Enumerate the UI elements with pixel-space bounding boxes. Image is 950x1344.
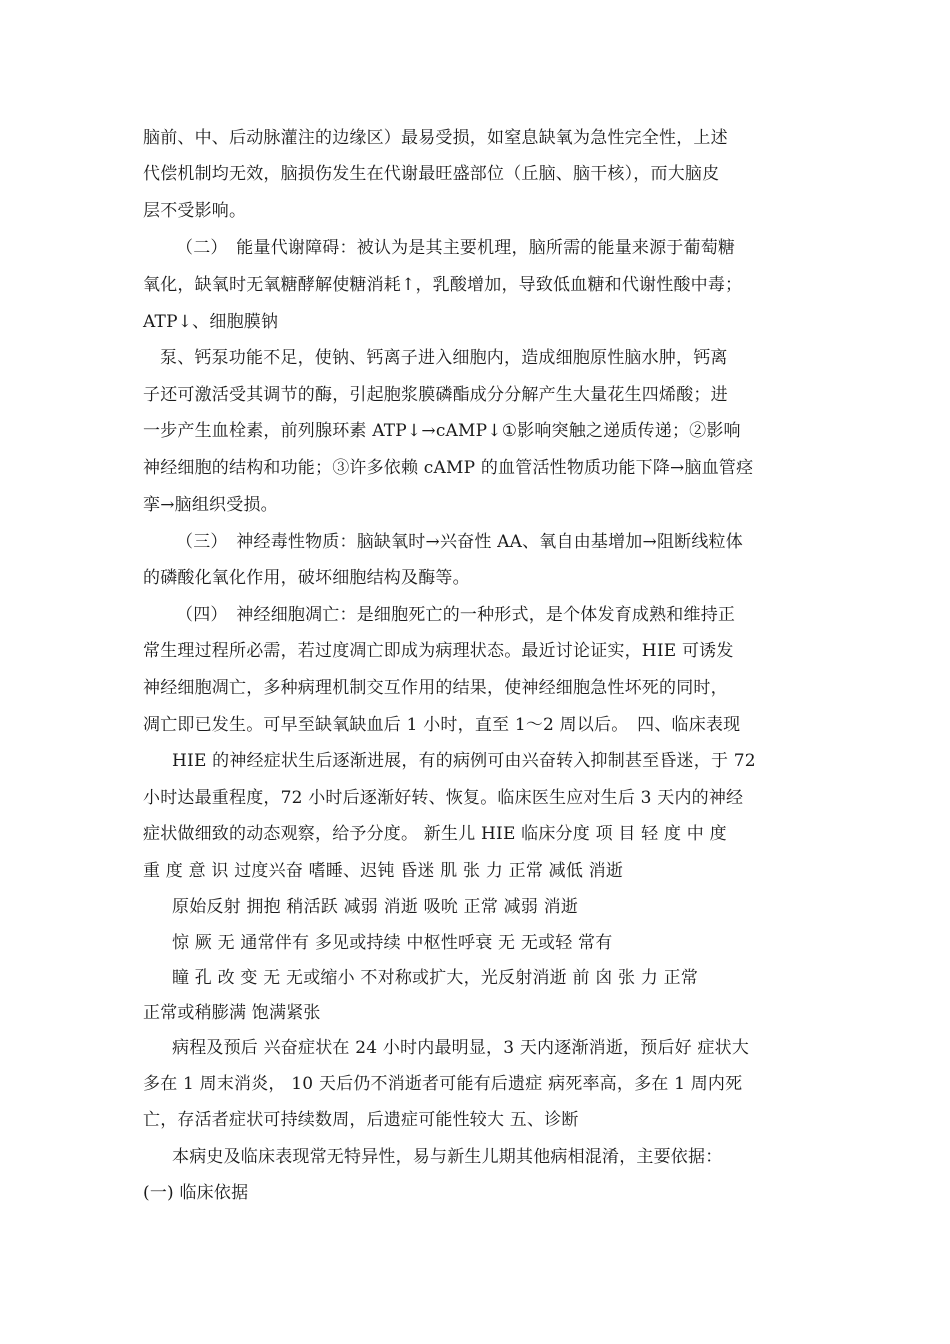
text-line: 亡，存活者症状可持续数周，后遗症可能性较大 五、诊断	[143, 1110, 579, 1130]
text-line: （四） 神经细胞凋亡：是细胞死亡的一种形式，是个体发育成熟和维持正	[176, 605, 736, 625]
text-line: 小时达最重程度，72 小时后逐渐好转、恢复。临床医生应对生后 3 天内的神经	[143, 788, 744, 808]
text-line: 挛→脑组织受损。	[143, 495, 278, 515]
text-line: 神经细胞凋亡，多种病理机制交互作用的结果，使神经细胞急性坏死的同时，	[143, 678, 728, 698]
text-line: 常生理过程所必需，若过度凋亡即成为病理状态。最近讨论证实，HIE 可诱发	[143, 641, 734, 661]
text-line: 本病史及临床表现常无特异性，易与新生儿期其他病相混淆，主要依据：	[172, 1147, 723, 1167]
text-line: 惊 厥 无 通常伴有 多见或持续 中枢性呼衰 无 无或轻 常有	[172, 933, 613, 953]
text-line: （二） 能量代谢障碍：被认为是其主要机理，脑所需的能量来源于葡萄糖	[176, 238, 736, 258]
text-line: （三） 神经毒性物质：脑缺氧时→兴奋性 AA、氧自由基增加→阻断线粒体	[176, 532, 743, 552]
text-line: 凋亡即已发生。可早至缺氧缺血后 1 小时，直至 1～2 周以后。 四、临床表现	[143, 715, 741, 735]
text-line: 神经细胞的结构和功能；③许多依赖 cAMP 的血管活性物质功能下降→脑血管痉	[143, 458, 754, 478]
text-line: 正常或稍膨满 饱满紧张	[143, 1003, 321, 1023]
text-line: 层不受影响。	[143, 201, 247, 221]
text-line: 代偿机制均无效，脑损伤发生在代谢最旺盛部位（丘脑、脑干核），而大脑皮	[143, 164, 720, 184]
text-line: HIE 的神经症状生后逐渐进展，有的病例可由兴奋转入抑制甚至昏迷，于 72	[172, 751, 756, 771]
text-line: 脑前、中、后动脉灌注的边缘区）最易受损，如窒息缺氧为急性完全性，上述	[143, 128, 728, 148]
text-line: 泵、钙泵功能不足，使钠、钙离子进入细胞内，造成细胞原性脑水肿，钙离	[160, 348, 728, 368]
text-line: 症状做细致的动态观察，给予分度。 新生儿 HIE 临床分度 项 目 轻 度 中 度	[143, 824, 727, 844]
text-line: 病程及预后 兴奋症状在 24 小时内最明显，3 天内逐渐消逝，预后好 症状大	[172, 1038, 750, 1058]
text-line: 多在 1 周末消炎， 10 天后仍不消逝者可能有后遗症 病死率高，多在 1 周内死	[143, 1074, 743, 1094]
text-line: 瞳 孔 改 变 无 无或缩小 不对称或扩大，光反射消逝 前 囟 张 力 正常	[172, 968, 699, 988]
text-line: 子还可激活受其调节的酶，引起胞浆膜磷酯成分分解产生大量花生四烯酸；进	[143, 385, 728, 405]
text-line: 氧化，缺氧时无氧糖酵解使糖消耗↑，乳酸增加，导致低血糖和代谢性酸中毒；	[143, 275, 743, 295]
text-line: ATP↓、细胞膜钠	[143, 312, 279, 332]
text-line: 的磷酸化氧化作用，破坏细胞结构及酶等。	[143, 568, 470, 588]
text-line: 重 度 意 识 过度兴奋 嗜睡、迟钝 昏迷 肌 张 力 正常 减低 消逝	[143, 861, 624, 881]
text-line: 一步产生血栓素，前列腺环素 ATP↓→cAMP↓①影响突触之递质传递；②影响	[143, 421, 741, 441]
text-line: 原始反射 拥抱 稍活跃 减弱 消逝 吸吮 正常 减弱 消逝	[172, 897, 579, 917]
text-line: (一) 临床依据	[143, 1183, 249, 1203]
